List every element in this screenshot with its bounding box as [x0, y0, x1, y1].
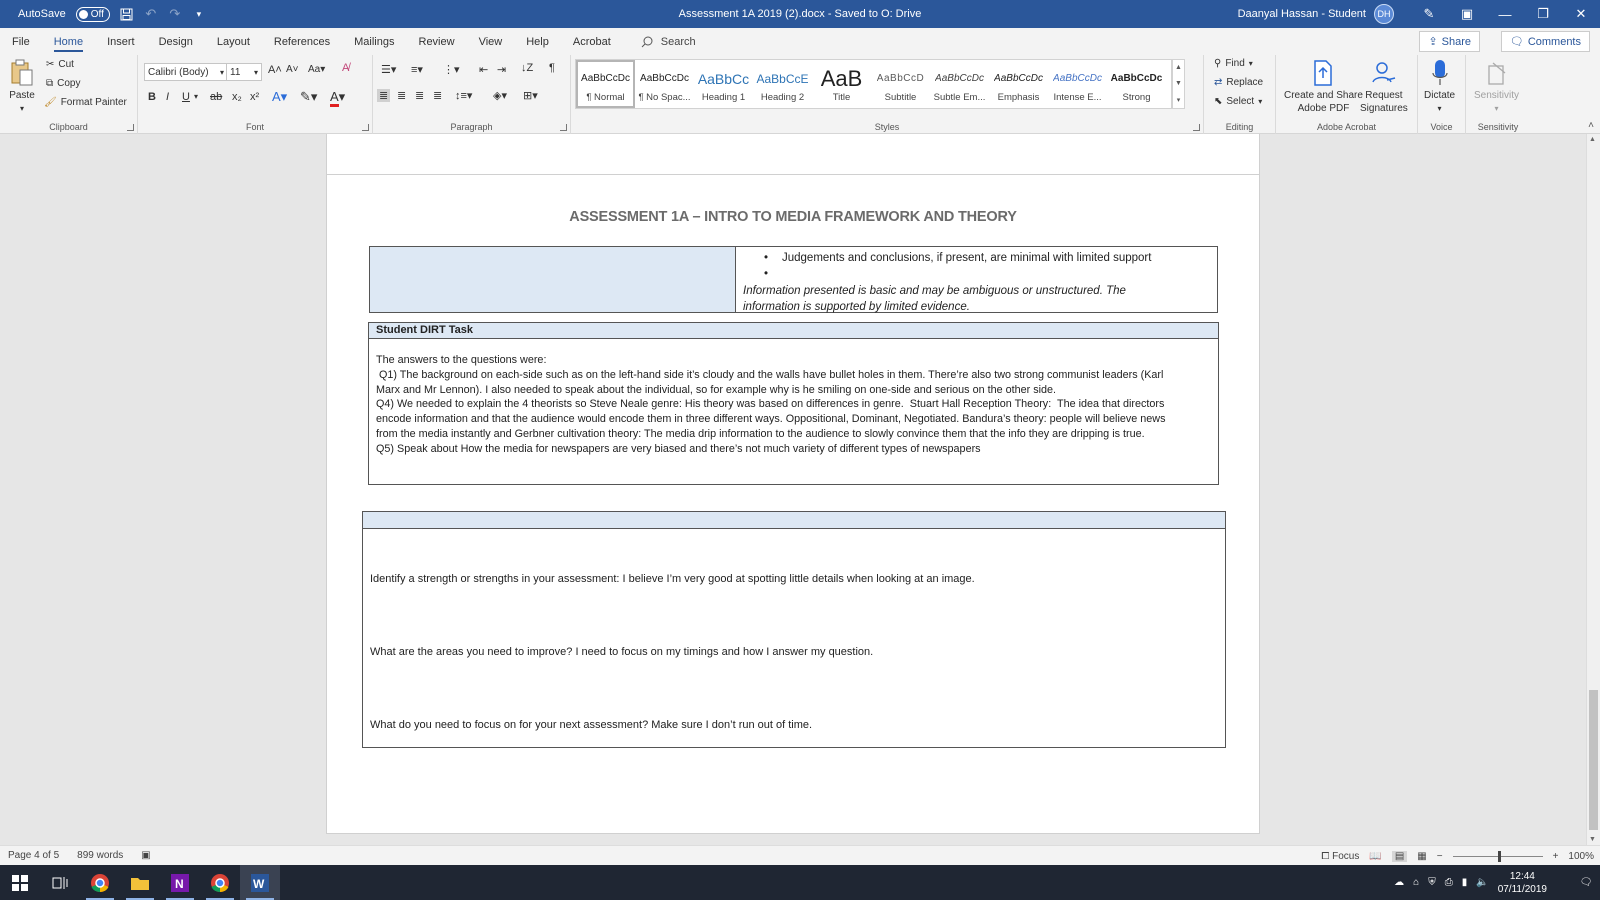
print-layout-icon[interactable]: ▤	[1392, 851, 1407, 862]
focus-icon: ⧠	[1321, 850, 1330, 862]
chevron-down-icon: ▾	[1258, 97, 1263, 106]
copy-button[interactable]	[46, 78, 81, 89]
scissors-icon: ✂	[46, 59, 55, 70]
title-bar	[0, 0, 1600, 28]
line-spacing-icon[interactable]: ↕≡▾	[455, 90, 473, 102]
italic-icon[interactable]: I	[166, 91, 170, 103]
zoom-in-icon[interactable]: +	[1552, 850, 1559, 862]
sensitivity-icon	[1483, 59, 1511, 87]
proofing-icon[interactable]: ▣	[141, 850, 151, 861]
avatar[interactable]: DH	[1374, 4, 1394, 24]
autosave-state: Off	[90, 8, 104, 20]
svg-text:W: W	[253, 876, 265, 891]
autosave-toggle[interactable]	[76, 7, 110, 22]
replace-button[interactable]	[1214, 77, 1263, 88]
styles-launcher-icon[interactable]	[1193, 124, 1200, 131]
chevron-down-icon[interactable]: ▼	[1175, 79, 1182, 87]
next-focus-answer[interactable]: What do you need to focus on for your next assessment? Make sure I don’t run out of time.	[370, 719, 813, 731]
collapse-ribbon-icon[interactable]: ˄	[1588, 120, 1594, 131]
sensitivity-group	[1466, 55, 1530, 134]
chevron-down-icon: ▾	[1437, 104, 1442, 113]
search-label: Search	[660, 35, 696, 48]
zoom-out-icon[interactable]: −	[1436, 850, 1443, 862]
shading-icon[interactable]: ◈▾	[493, 90, 507, 102]
chevron-down-icon: ▾	[219, 67, 224, 77]
font-group-label: Font	[245, 122, 264, 132]
align-center-icon[interactable]: ≣	[397, 90, 407, 102]
reflection-table	[362, 511, 1226, 748]
request-line1: Request	[1365, 90, 1403, 101]
clipboard-group-label: Clipboard	[49, 122, 88, 132]
style-sample: AaBbCcD	[876, 73, 925, 84]
dirt-line: Q4) We needed to explain the 4 theorists so Steve Neale genre: His theory was based on differences in genre. Stuart Hall Reception Theory: The idea that directors	[376, 398, 1165, 411]
style-item[interactable]	[694, 60, 753, 108]
task-view-icon[interactable]	[40, 865, 80, 900]
underline-dropdown-icon[interactable]: ▾	[194, 92, 199, 101]
style-name: Intense E...	[1053, 91, 1102, 103]
list-item	[743, 266, 1210, 282]
font-family-value: Calibri (Body)	[148, 66, 209, 78]
security-icon[interactable]: ⛨	[1428, 877, 1436, 888]
microphone-icon	[1426, 59, 1454, 87]
chevron-up-icon[interactable]: ▲	[1175, 64, 1182, 72]
style-name: Heading 2	[760, 91, 805, 103]
sensitivity-group-label: Sensitivity	[1477, 122, 1519, 132]
editing-group	[1204, 55, 1276, 134]
word-icon[interactable]	[240, 865, 280, 900]
tab-review[interactable]: Review	[418, 35, 455, 48]
cursor-icon: ⬉	[1214, 96, 1223, 107]
undo-icon[interactable]: ↶	[145, 6, 157, 21]
taskbar	[0, 865, 1600, 900]
style-sample: AaBbCcDc	[1053, 73, 1102, 84]
menu-tabs	[0, 28, 623, 55]
numbering-icon[interactable]: ≡▾	[411, 64, 423, 76]
power-icon[interactable]: ▮	[1461, 877, 1468, 888]
font-size-value: 11	[230, 66, 241, 78]
clock-date: 07/11/2019	[1497, 883, 1547, 895]
dirt-line: encode information and that the audience would encode them in three different ways. Oppositional, Dominant, Negotiated. Bandura’s theory: people will believe news	[376, 413, 1166, 426]
voice-group	[1418, 55, 1466, 134]
paste-dropdown-icon: ▾	[19, 104, 24, 113]
style-item[interactable]	[989, 60, 1048, 108]
criteria-cell-left[interactable]	[370, 247, 736, 312]
system-tray	[1394, 865, 1600, 900]
svg-text:N: N	[175, 876, 184, 891]
strikethrough-icon[interactable]: ab	[210, 91, 223, 103]
request-line2: Signatures	[1360, 103, 1408, 114]
share-icon: ⇪	[1428, 36, 1438, 48]
dictate-label: Dictate	[1424, 90, 1456, 101]
increase-indent-icon[interactable]: ⇥	[497, 64, 507, 76]
tab-design[interactable]: Design	[158, 35, 193, 48]
tab-mailings[interactable]: Mailings	[354, 35, 395, 48]
style-name: Heading 1	[701, 91, 746, 103]
style-sample: AaBbCcDc	[935, 73, 984, 84]
chevron-down-icon: ▾	[253, 67, 258, 77]
zoom-slider[interactable]	[1453, 856, 1543, 857]
cut-button[interactable]	[46, 59, 74, 70]
styles-gallery	[575, 59, 1172, 109]
sort-icon[interactable]: ↓Z	[521, 62, 534, 74]
style-name: ¶ No Spac...	[638, 91, 691, 103]
close-icon[interactable]: ✕	[1575, 6, 1587, 21]
dirt-task-body[interactable]	[369, 339, 1218, 457]
tab-view[interactable]: View	[478, 35, 503, 48]
clipboard-group	[0, 55, 138, 134]
chevron-down-icon: ▾	[1248, 59, 1253, 68]
tab-file[interactable]: File	[12, 35, 30, 48]
bullets-icon[interactable]: ☰▾	[381, 64, 397, 76]
ribbon-display-icon[interactable]: ▣	[1460, 6, 1474, 21]
dirt-line: Marx and Mr Lennon). I also needed to speak about the individual, so for example why is he smiling on one-side and serious on the other side.	[376, 383, 1057, 396]
bold-icon[interactable]: B	[148, 91, 156, 103]
style-sample: AaBbCcDc	[581, 73, 630, 84]
format-painter-button[interactable]	[44, 97, 127, 108]
font-group	[138, 55, 373, 134]
pilcrow-icon[interactable]: ¶	[549, 62, 555, 74]
tab-insert[interactable]: Insert	[107, 35, 135, 48]
acrobat-group-label: Adobe Acrobat	[1316, 122, 1377, 132]
paragraph-group	[373, 55, 571, 134]
comments-button[interactable]	[1501, 31, 1590, 52]
clipboard-launcher-icon[interactable]	[127, 124, 134, 131]
comments-label: Comments	[1527, 35, 1581, 48]
list-item: • Judgements and conclusions, if present, are minimal with limited support	[743, 250, 1210, 266]
volume-icon[interactable]: 🔈	[1476, 877, 1489, 888]
dirt-task-table	[368, 322, 1219, 485]
page-count[interactable]: Page 4 of 5	[8, 850, 60, 861]
style-name: Strong	[1122, 91, 1151, 103]
style-item[interactable]	[576, 60, 635, 108]
comment-icon: 🗨	[1509, 36, 1524, 48]
criteria-table	[369, 246, 1218, 313]
dirt-task-header: Student DIRT Task	[369, 323, 1218, 339]
search-box[interactable]	[641, 36, 696, 48]
restore-icon[interactable]: ❐	[1537, 6, 1549, 21]
chevron-down-icon: ▾	[1494, 104, 1499, 113]
cut-label: Cut	[58, 59, 74, 70]
redo-icon[interactable]: ↷	[169, 6, 181, 21]
document-title: Assessment 1A 2019 (2).docx - Saved to O: Drive	[678, 8, 922, 20]
reflection-header	[363, 512, 1225, 529]
tab-acrobat[interactable]: Acrobat	[572, 35, 611, 48]
criteria-italic-line1: Information presented is basic and may be ambiguous or unstructured. The	[743, 285, 1126, 297]
styles-gallery-scroll[interactable]	[1172, 59, 1185, 109]
create-share-line1: Create and Share	[1284, 90, 1363, 101]
chrome-icon[interactable]	[80, 865, 120, 900]
onenote-icon[interactable]	[160, 865, 200, 900]
printer-icon[interactable]: ⎙	[1444, 877, 1453, 888]
style-name: ¶ Normal	[586, 91, 625, 103]
change-case-icon[interactable]: Aa▾	[308, 64, 326, 75]
share-label: Share	[1441, 35, 1471, 48]
style-sample: AaBbCcE	[756, 71, 809, 86]
select-button[interactable]	[1214, 96, 1262, 107]
criteria-italic-line2: information is supported by limited evidence.	[743, 301, 970, 313]
create-pdf-icon	[1309, 59, 1337, 87]
sensitivity-button[interactable]	[1474, 59, 1519, 115]
document-page[interactable]	[326, 174, 1260, 834]
clear-formatting-icon[interactable]: A̸	[342, 62, 350, 74]
style-sample: AaBbCc	[697, 70, 750, 87]
sensitivity-label: Sensitivity	[1474, 90, 1520, 101]
paste-button[interactable]	[8, 59, 36, 115]
style-item[interactable]	[1048, 60, 1107, 108]
style-name: Subtle Em...	[933, 91, 986, 103]
font-launcher-icon[interactable]	[362, 124, 369, 131]
more-styles-icon[interactable]: ▾	[1176, 96, 1181, 104]
tab-home[interactable]: Home	[42, 28, 95, 55]
style-item[interactable]	[871, 60, 930, 108]
find-button[interactable]	[1214, 58, 1253, 69]
font-family-select[interactable]	[144, 63, 228, 81]
style-sample: AaBbCcDc	[640, 73, 689, 84]
focus-label: Focus	[1332, 850, 1360, 862]
paste-icon	[8, 59, 36, 87]
font-size-select[interactable]	[226, 63, 262, 81]
search-icon	[641, 36, 653, 48]
zoom-slider-knob[interactable]	[1498, 851, 1501, 862]
shrink-font-icon[interactable]: A˅	[286, 64, 299, 75]
tab-layout[interactable]: Layout	[216, 35, 250, 48]
voice-group-label: Voice	[1430, 122, 1453, 132]
dictate-button[interactable]	[1424, 59, 1455, 115]
strength-answer[interactable]: Identify a strength or strengths in your assessment: I believe I’m very good at spotting little details when looking at an image.	[370, 573, 975, 585]
style-item[interactable]	[812, 60, 871, 108]
paragraph-launcher-icon[interactable]	[560, 124, 567, 131]
minimize-icon[interactable]: —	[1498, 6, 1512, 22]
multilevel-list-icon[interactable]: ⋮▾	[443, 64, 460, 76]
chrome-icon[interactable]	[200, 865, 240, 900]
tab-references[interactable]: References	[273, 35, 331, 48]
style-item[interactable]	[635, 60, 694, 108]
signature-icon	[1370, 59, 1398, 87]
autosave-label: AutoSave	[18, 8, 66, 20]
scrollbar-thumb[interactable]	[1589, 690, 1598, 830]
toggle-knob	[79, 10, 88, 19]
style-item[interactable]	[1107, 60, 1166, 108]
copy-label: Copy	[57, 78, 81, 89]
style-sample: AaBbCcDc	[994, 73, 1043, 84]
search-icon: ⚲	[1214, 58, 1222, 69]
decrease-indent-icon[interactable]: ⇤	[479, 64, 489, 76]
align-left-icon[interactable]: ≣	[379, 90, 389, 102]
styles-group-label: Styles	[874, 122, 900, 132]
style-name: Title	[832, 91, 851, 103]
focus-button[interactable]	[1321, 851, 1359, 862]
word-count[interactable]: 899 words	[77, 850, 124, 861]
borders-icon[interactable]: ⊞▾	[523, 90, 538, 102]
replace-icon: ⇄	[1214, 77, 1223, 88]
user-name[interactable]: Daanyal Hassan - Student	[1237, 8, 1366, 20]
align-right-icon[interactable]: ≣	[415, 90, 425, 102]
style-sample: AaB	[820, 65, 863, 91]
style-item[interactable]	[930, 60, 989, 108]
ribbon	[0, 55, 1600, 134]
style-sample: AaBbCcDc	[1110, 73, 1163, 84]
copy-icon: ⧉	[46, 78, 54, 89]
criteria-cell-right[interactable]	[736, 247, 1217, 312]
style-name: Subtitle	[884, 91, 917, 103]
save-icon[interactable]	[120, 7, 134, 21]
superscript-icon[interactable]: x²	[250, 91, 260, 103]
notifications-icon[interactable]: 🗨	[1579, 877, 1593, 888]
justify-icon[interactable]: ≣	[433, 90, 443, 102]
document-area	[0, 134, 1586, 845]
clock-time: 12:44	[1509, 870, 1535, 882]
editing-group-label: Editing	[1225, 122, 1254, 132]
scroll-up-icon[interactable]: ▲	[1589, 136, 1596, 143]
status-bar	[0, 845, 1600, 865]
dirt-line: The answers to the questions were:	[376, 354, 547, 366]
dirt-line: Q1) The background on each-side such as on the left-hand side it’s cloudy and the walls have bullet holes in them. There’re also two strong communist leaders (Karl	[376, 368, 1164, 381]
web-layout-icon[interactable]: ▦	[1417, 850, 1427, 862]
coauthor-icon[interactable]: ✎	[1423, 6, 1435, 21]
text-effects-icon[interactable]: A▾	[272, 89, 288, 104]
subscript-icon[interactable]: x₂	[232, 91, 242, 103]
page-title: ASSESSMENT 1A – INTRO TO MEDIA FRAMEWORK AND THEORY	[569, 209, 1017, 225]
paintbrush-icon: 🖌	[44, 97, 57, 108]
paste-label: Paste	[9, 90, 35, 101]
style-item[interactable]	[753, 60, 812, 108]
dirt-line: from the media instantly and Gerbner cultivation theory: The media drip information to the audience to slowly convince them that the info they are dripping is true.	[376, 427, 1145, 440]
tab-help[interactable]: Help	[526, 35, 549, 48]
acrobat-group	[1276, 55, 1418, 134]
clock[interactable]	[1498, 870, 1547, 896]
windows-start-icon[interactable]	[0, 865, 40, 900]
network-icon[interactable]: ⌂	[1413, 877, 1420, 888]
format-painter-label: Format Painter	[60, 97, 127, 108]
create-share-pdf-button[interactable]	[1284, 59, 1363, 115]
onedrive-icon[interactable]: ☁	[1394, 877, 1405, 888]
style-name: Emphasis	[997, 91, 1040, 103]
dirt-line: Q5) Speak about How the media for newspapers are very biased and there’s not much variety of different types of newspapers	[376, 442, 981, 455]
select-label: Select	[1226, 96, 1255, 107]
paragraph-group-label: Paragraph	[450, 122, 493, 132]
highlight-icon[interactable]: ✎▾	[300, 89, 318, 104]
find-label: Find	[1225, 58, 1245, 69]
underline-icon[interactable]: U	[182, 91, 190, 103]
vertical-scrollbar[interactable]	[1586, 134, 1600, 845]
grow-font-icon[interactable]: A˄	[268, 64, 282, 76]
customize-toolbar-icon[interactable]: ▾	[196, 8, 202, 19]
read-mode-icon[interactable]: 📖	[1369, 850, 1382, 862]
font-color-icon[interactable]: A▾	[330, 89, 345, 105]
create-share-line2: Adobe PDF	[1297, 103, 1350, 114]
share-button[interactable]	[1419, 31, 1480, 52]
menu-bar	[0, 28, 1600, 55]
improve-answer[interactable]: What are the areas you need to improve? I need to focus on my timings and how I answer my question.	[370, 646, 874, 658]
file-explorer-icon[interactable]	[120, 865, 160, 900]
replace-label: Replace	[1226, 77, 1264, 88]
request-signatures-button[interactable]	[1360, 59, 1408, 115]
zoom-level[interactable]: 100%	[1568, 850, 1594, 862]
scroll-down-icon[interactable]: ▼	[1589, 836, 1596, 843]
